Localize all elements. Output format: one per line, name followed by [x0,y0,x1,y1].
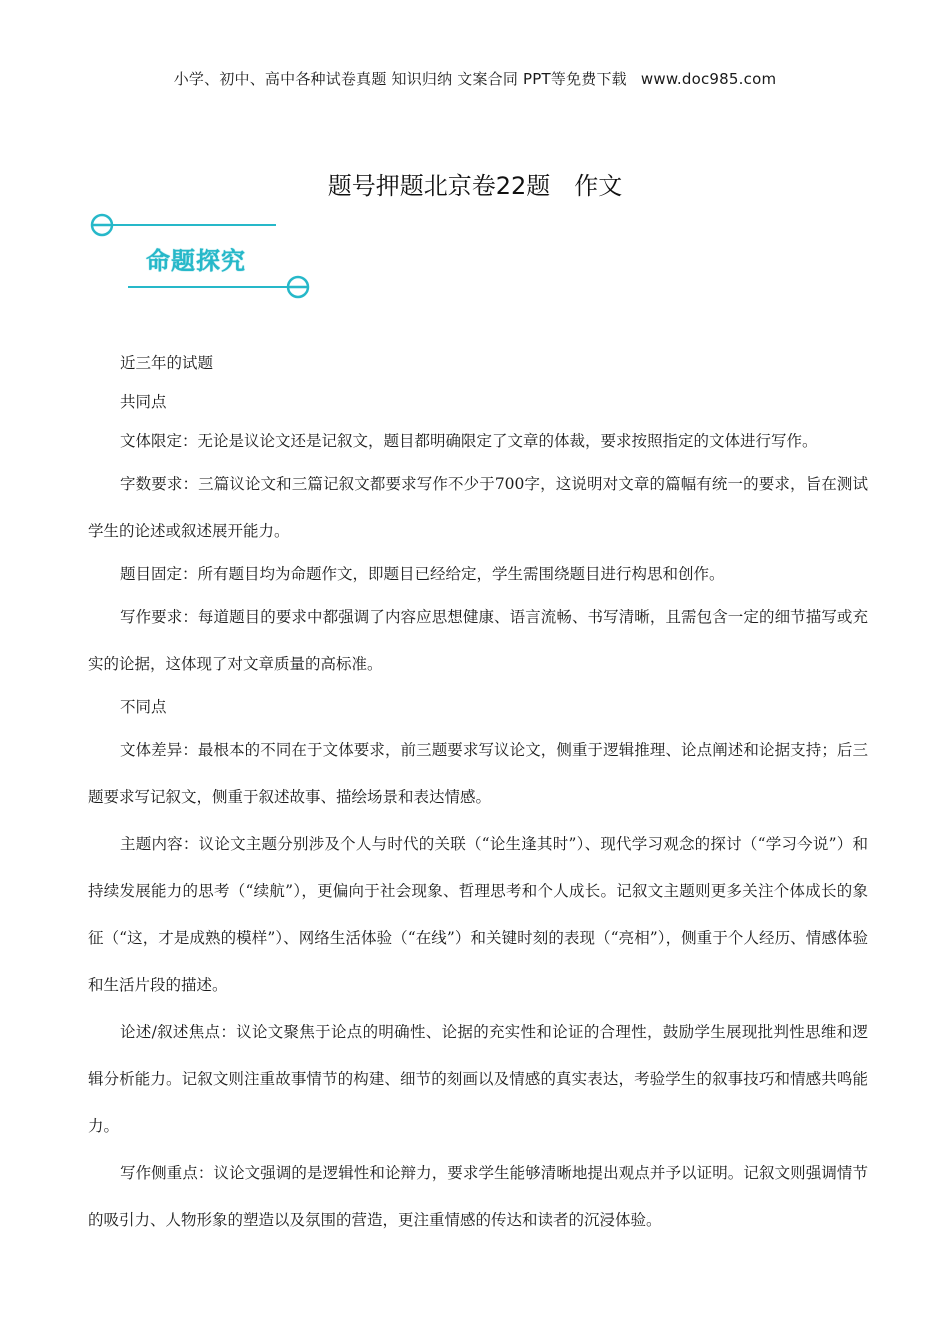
site-header-text: 小学、初中、高中各种试卷真题 知识归纳 文案合同 PPT等免费下载 [173,70,627,88]
heading-similarities: 共同点 [120,393,167,411]
paragraph-genre-difference: 文体差异：最根本的不同在于文体要求，前三题要求写议论文，侧重于逻辑推理、论点阐述和论据支持；后三题要求写记叙文，侧重于叙述故事、描绘场景和表达情感。 [88,741,868,806]
paragraph-genre-limit: 文体限定：无论是议论文还是记叙文，题目都明确限定了文章的体裁，要求按照指定的文体进行写作。 [120,432,818,450]
paragraph-word-count: 字数要求：三篇议论文和三篇记叙文都要求写作不少于700字，这说明对文章的篇幅有统一的要求，旨在测试学生的论述或叙述展开能力。 [88,475,868,540]
site-url-link[interactable]: www.doc985.com [640,70,777,88]
heading-differences: 不同点 [120,698,167,716]
banner-label: 命题探究 [146,247,246,275]
paragraph-emphasis: 写作侧重点：议论文强调的是逻辑性和论辩力，要求学生能够清晰地提出观点并予以证明。记叙文则强调情节的吸引力、人物形象的塑造以及氛围的营造，更注重情感的传达和读者的沉浸体验。 [88,1164,868,1229]
paragraph-theme-content: 主题内容：议论文主题分别涉及个人与时代的关联（“论生逢其时”）、现代学习观念的探讨（“学习今说”）和持续发展能力的思考（“续航”），更偏向于社会现象、哲理思考和个人成长。记叙文主题则更多关注个体成长的象征（“这，才是成熟的模样”）、网络生活体验（“在线”）和关键时刻的表现（“亮相”），侧重于个人经历、情感体验和生活片段的描述。 [88,835,868,994]
document-body [88,344,868,1244]
page-title: 题号押题北京卷22题 作文 [327,172,623,200]
paragraph-focus: 论述/叙述焦点：议论文聚焦于论点的明确性、论据的充实性和论证的合理性，鼓励学生展现批判性思维和逻辑分析能力。记叙文则注重故事情节的构建、细节的刻画以及情感的真实表达，考验学生的叙事技巧和情感共鸣能力。 [88,1023,868,1135]
section-banner [88,205,328,305]
paragraph-writing-requirements: 写作要求：每道题目的要求中都强调了内容应思想健康、语言流畅、书写清晰，且需包含一定的细节描写或充实的论据，这体现了对文章质量的高标准。 [88,608,868,673]
site-header [0,68,950,89]
paragraph-fixed-topic: 题目固定：所有题目均为命题作文，即题目已经给定，学生需围绕题目进行构思和创作。 [120,565,725,583]
paragraph-recent-exams: 近三年的试题 [120,354,214,372]
